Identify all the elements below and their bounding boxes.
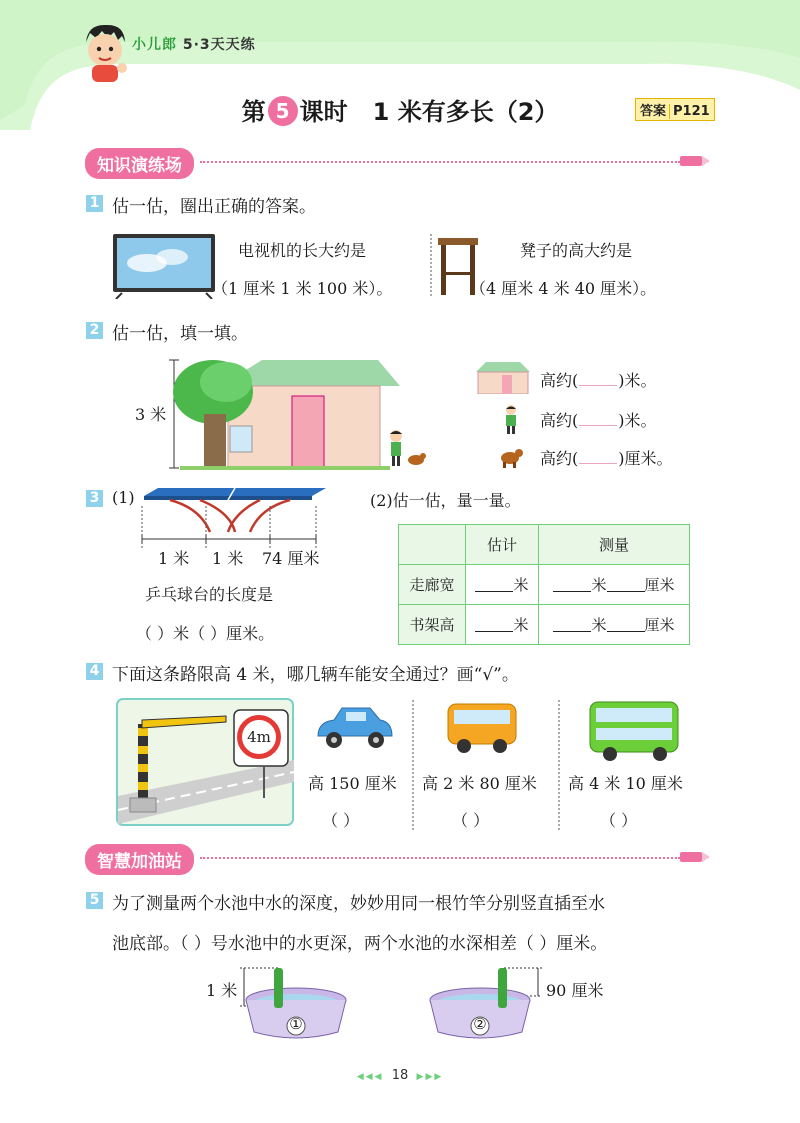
lesson-topic: 1 米有多长（2） [372, 98, 559, 126]
question-number-5: 5 [86, 892, 103, 909]
row-name: 走廊宽 [399, 565, 466, 605]
footer-arrows-right: ▶▶▶ [416, 1072, 444, 1082]
q2-item1[interactable]: 高约( )米。 [540, 371, 657, 390]
section-boost-label: 智慧加油站 [85, 844, 194, 875]
dog-icon [498, 446, 524, 468]
lesson-prefix: 第 [241, 98, 266, 126]
question-number-1: 1 [86, 195, 103, 212]
pool2-number: ② [473, 1015, 487, 1033]
table-corner [399, 525, 466, 565]
q3-fill-blank[interactable]: （ ）米（ ）厘米。 [136, 624, 275, 643]
page-number: 18 [391, 1068, 409, 1083]
section-divider [200, 857, 680, 859]
vehicle-3-height: 高 4 米 10 厘米 [568, 774, 683, 793]
measure-cell[interactable]: 米 厘米 [539, 565, 690, 605]
pool2-label: 90 厘米 [546, 981, 604, 1000]
mascot-boy-icon [78, 22, 132, 84]
question-number-4: 4 [86, 663, 103, 680]
answer-page-badge[interactable] [635, 98, 715, 121]
q3-length-text: 乒乓球台的长度是 [145, 585, 274, 604]
brand-title [132, 34, 256, 54]
q5-line2[interactable]: 池底部。（ ）号水池中的水更深，两个水池的水深相差（ ）厘米。 [112, 934, 608, 954]
q1-tv-text: 电视机的长大约是 [238, 241, 367, 260]
q1-divider [430, 234, 432, 296]
q4-divider-2 [558, 700, 560, 830]
vehicle-2-answer[interactable]: （ ） [452, 811, 490, 830]
q5-line1: 为了测量两个水池中水的深度，妙妙用同一根竹竿分别竖直插至水 [112, 894, 605, 914]
boy-icon [500, 404, 522, 434]
footer-arrows-left: ◀◀◀ [356, 1072, 384, 1082]
col-estimate: 估计 [466, 525, 539, 565]
pool1-number: ① [289, 1015, 303, 1033]
lesson-suffix: 课时 [299, 98, 348, 126]
measurement-table [398, 524, 690, 645]
q1-instruction: 估一估，圈出正确的答案。 [112, 197, 316, 217]
car-icon [312, 704, 394, 752]
q3-seg2: 1 米 [212, 549, 244, 568]
lesson-number-badge: 5 [268, 96, 298, 126]
section-divider [200, 161, 680, 163]
tv-icon [112, 233, 216, 299]
q2-height-label: 3 米 [135, 405, 167, 424]
boy-and-dog-icon [386, 428, 426, 468]
q1-tv-options[interactable]: （1 厘米 1 米 100 米）。 [212, 279, 393, 298]
answer-page: P121 [669, 104, 710, 119]
vehicle-3-answer[interactable]: （ ） [600, 811, 638, 830]
vehicle-2-height: 高 2 米 80 厘米 [422, 774, 537, 793]
brand-logo: 小儿郎 [132, 37, 177, 53]
vehicle-1-answer[interactable]: （ ） [322, 811, 360, 830]
bus-icon [444, 700, 520, 754]
double-decker-bus-icon [586, 700, 682, 762]
section-practice-label: 知识演练场 [85, 148, 194, 179]
measure-arrows [140, 534, 320, 544]
estimate-cell[interactable]: 米 [466, 605, 539, 645]
pencil-icon [680, 154, 710, 168]
q4-instruction: 下面这条路限高 4 米，哪几辆车能安全通过？画“√”。 [112, 665, 519, 685]
pool1-label: 1 米 [206, 981, 238, 1000]
estimate-cell[interactable]: 米 [466, 565, 539, 605]
measure-cell[interactable]: 米 厘米 [539, 605, 690, 645]
q3-part1-label: (1) [112, 488, 135, 507]
vehicle-1-height: 高 150 厘米 [308, 774, 397, 793]
small-house-icon [474, 360, 532, 394]
brand-series: 5·3天天练 [182, 37, 256, 53]
q3-seg1: 1 米 [158, 549, 190, 568]
table-row [399, 565, 690, 605]
answer-label: 答案 [640, 104, 667, 119]
q4-divider-1 [412, 700, 414, 830]
question-number-3: 3 [86, 490, 103, 507]
q1-stool-text: 凳子的高大约是 [520, 241, 633, 260]
q2-item2[interactable]: 高约( )米。 [540, 411, 657, 430]
height-limit-sign: 4m [237, 715, 281, 759]
page-footer [0, 1068, 800, 1083]
q3-part2-label: (2)估一估，量一量。 [370, 491, 521, 510]
col-measure: 测量 [539, 525, 690, 565]
q2-instruction: 估一估，填一填。 [112, 324, 248, 344]
q2-item3[interactable]: 高约( )厘米。 [540, 449, 673, 468]
pencil-icon [680, 850, 710, 864]
q3-seg3: 74 厘米 [262, 549, 320, 568]
question-number-2: 2 [86, 322, 103, 339]
table-row [399, 605, 690, 645]
row-name: 书架高 [399, 605, 466, 645]
q1-stool-options[interactable]: （4 厘米 4 米 40 厘米）。 [470, 279, 657, 298]
